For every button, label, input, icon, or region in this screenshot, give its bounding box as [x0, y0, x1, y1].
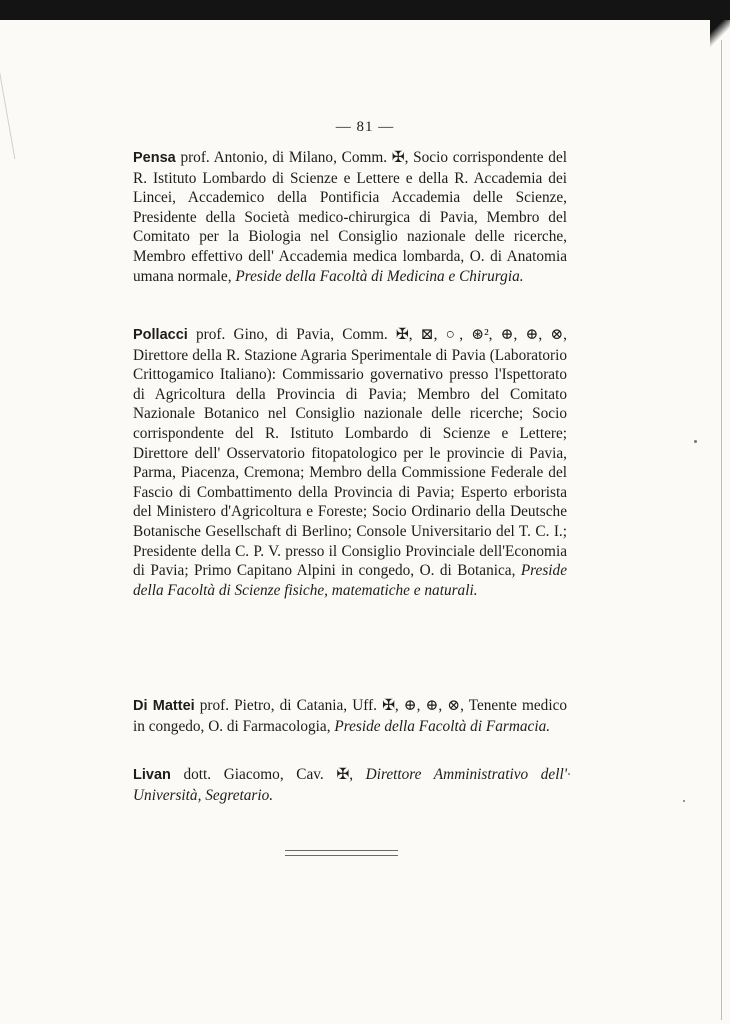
entry-pollacci	[133, 325, 567, 600]
page-edge-line	[721, 40, 722, 1020]
closing-rule	[285, 850, 398, 851]
scan-mark	[0, 41, 15, 159]
scan-speck	[683, 800, 685, 802]
entry-name: Pollacci	[133, 327, 188, 343]
page-number: — 81 —	[335, 119, 395, 135]
scan-corner-shadow	[710, 18, 730, 48]
entry-body: prof. Antonio, di Milano, Comm. ✠, Socio corrispondente del R. Istituto Lombardo di Scienze e Lettere e della R. Accademia dei Lincei, Accademico della Pontificia Accademia delle Scienze, Presidente della Società medico-chirurgica di Pavia, Membro del Comitato per la Biologia nel Consiglio nazionale delle ricerche, Membro effettivo dell' Accademia medica lombarda, O. di Anatomia umana normale,	[133, 149, 567, 285]
scan-speck	[694, 440, 697, 443]
scan-top-border	[0, 0, 730, 20]
entry-livan	[133, 765, 567, 805]
entry-role: Preside della Facoltà di Farmacia.	[334, 717, 551, 735]
entry-name: Di Mattei	[133, 698, 195, 714]
entry-name: Livan	[133, 767, 171, 783]
scan-speck	[568, 773, 570, 775]
closing-rule	[285, 855, 398, 856]
entry-role: Preside della Facoltà di Medicina e Chirurgia.	[235, 267, 524, 285]
entry-body: prof. Pietro, di Catania, Uff. ✠, ⊕, ⊕, ⊗, Tenente medico in congedo, O. di Farmacologia,	[133, 697, 568, 735]
entry-di-mattei	[133, 696, 567, 736]
entry-role: Preside della Facoltà di Scienze fisiche, matematiche e naturali.	[133, 562, 567, 599]
entry-body: prof. Gino, di Pavia, Comm. ✠, ⊠, ○, ⊛², ⊕, ⊕, ⊗, Direttore della R. Stazione Agraria Sperimentale di Pavia (Laboratorio Crittogamico Italiano): Commissario governativo presso l'Ispettorato di Agricoltura della Provincia di Pavia; Membro del Comitato Nazionale Botanico nel Consiglio nazionale delle ricerche; Socio corrispondente del R. Istituto Lombardo di Scienze e Lettere; Direttore dell' Osservatorio fitopatologico per le provincie di Pavia, Parma, Piacenza, Cremona; Membro della Commissione Federale del Fascio di Combattimento della Provincia di Pavia; Esperto erborista del Ministero d'Agricoltura e Foreste; Socio Ordinario della Deutsche Botanische Gesellschaft di Berlino; Console Universitario del T. C. I.; Presidente della C. P. V. presso il Consiglio Provinciale dell'Economia di Pavia; Primo Capitano Alpini in congedo, O. di Botanica,	[133, 326, 567, 580]
entry-name: Pensa	[133, 150, 176, 166]
entry-pensa	[133, 148, 567, 286]
entry-role: Direttore Amministrativo dell' Università, Segretario.	[133, 766, 567, 804]
entry-body: dott. Giacomo, Cav. ✠,	[170, 766, 366, 783]
